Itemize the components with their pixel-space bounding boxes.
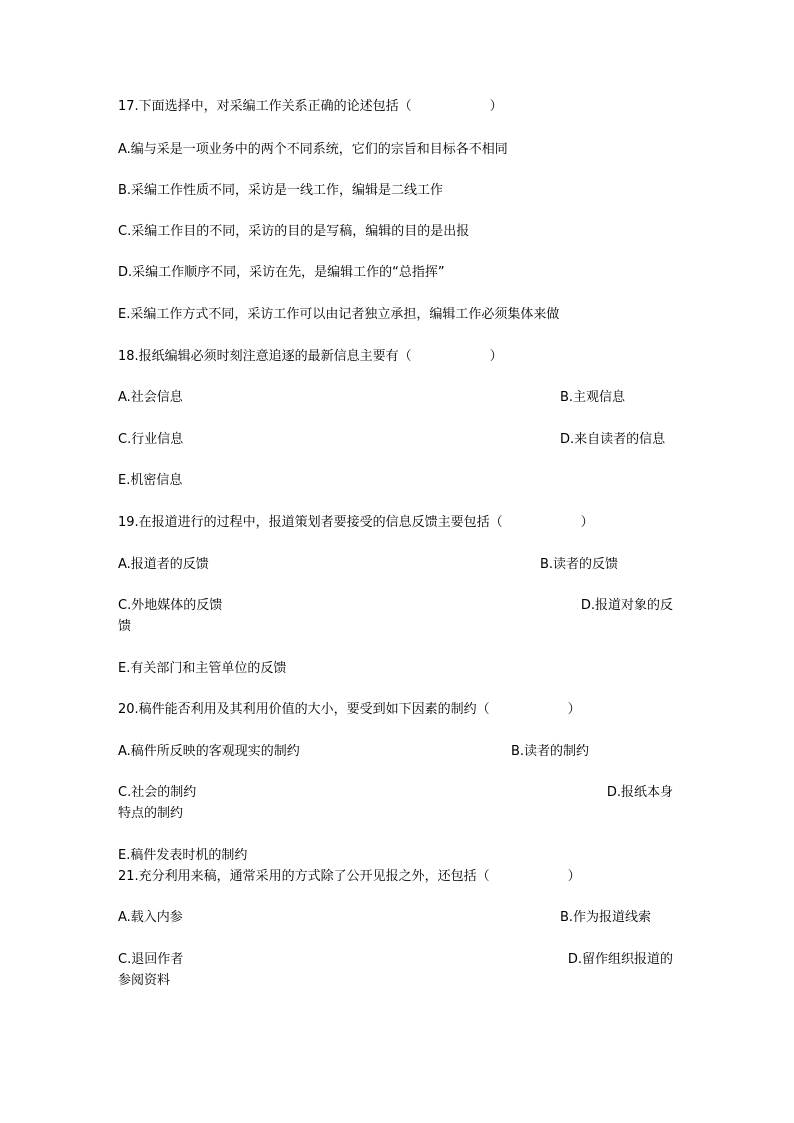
q18-option-e: E.机密信息: [118, 473, 183, 488]
q17-option-e: E.采编工作方式不同，采访工作可以由记者独立承担，编辑工作必须集体来做: [118, 307, 560, 322]
q19-option-b: B.读者的反馈: [540, 557, 619, 572]
question-19-stem: 19.在报道进行的过程中，报道策划者要接受的信息反馈主要包括（ ）: [118, 515, 594, 530]
q17-option-b: B.采编工作性质不同，采访是一线工作，编辑是二线工作: [118, 183, 444, 198]
q18-option-a: A.社会信息: [118, 390, 183, 405]
q19-option-d-continued: 馈: [118, 619, 132, 634]
q19-option-e: E.有关部门和主管单位的反馈: [118, 661, 287, 676]
question-18-stem: 18.报纸编辑必须时刻注意追逐的最新信息主要有（ ）: [118, 349, 503, 364]
q21-option-c: C.退回作者: [118, 952, 184, 967]
q20-option-d-continued: 特点的制约: [118, 806, 184, 821]
q18-option-d: D.来自读者的信息: [560, 432, 666, 447]
q21-option-d: D.留作组织报道的: [567, 952, 673, 967]
q20-option-c: C.社会的制约: [118, 785, 197, 800]
q19-option-c: C.外地媒体的反馈: [118, 598, 223, 613]
q20-option-e: E.稿件发表时机的制约: [118, 848, 248, 863]
q20-option-b: B.读者的制约: [511, 744, 590, 759]
q20-option-a: A.稿件所反映的客观现实的制约: [118, 744, 300, 759]
q17-option-a: A.编与采是一项业务中的两个不同系统，它们的宗旨和目标各不相同: [118, 142, 508, 157]
question-21-stem: 21.充分利用来稿，通常采用的方式除了公开见报之外，还包括（ ）: [118, 869, 581, 884]
q21-option-a: A.载入内参: [118, 910, 183, 925]
q20-option-d: D.报纸本身: [606, 785, 673, 800]
q18-option-b: B.主观信息: [560, 390, 626, 405]
q21-option-b: B.作为报道线索: [560, 910, 652, 925]
q19-option-d: D.报道对象的反: [580, 598, 673, 613]
question-17-stem: 17.下面选择中，对采编工作关系正确的论述包括（ ）: [118, 99, 503, 114]
q19-option-a: A.报道者的反馈: [118, 557, 209, 572]
q18-option-c: C.行业信息: [118, 432, 184, 447]
q21-option-d-continued: 参阅资料: [118, 973, 171, 988]
q17-option-d: D.采编工作顺序不同，采访在先，是编辑工作的“总指挥”: [118, 265, 445, 280]
question-20-stem: 20.稿件能否利用及其利用价值的大小，要受到如下因素的制约（ ）: [118, 702, 581, 717]
q17-option-c: C.采编工作目的不同，采访的目的是写稿，编辑的目的是出报: [118, 224, 470, 239]
